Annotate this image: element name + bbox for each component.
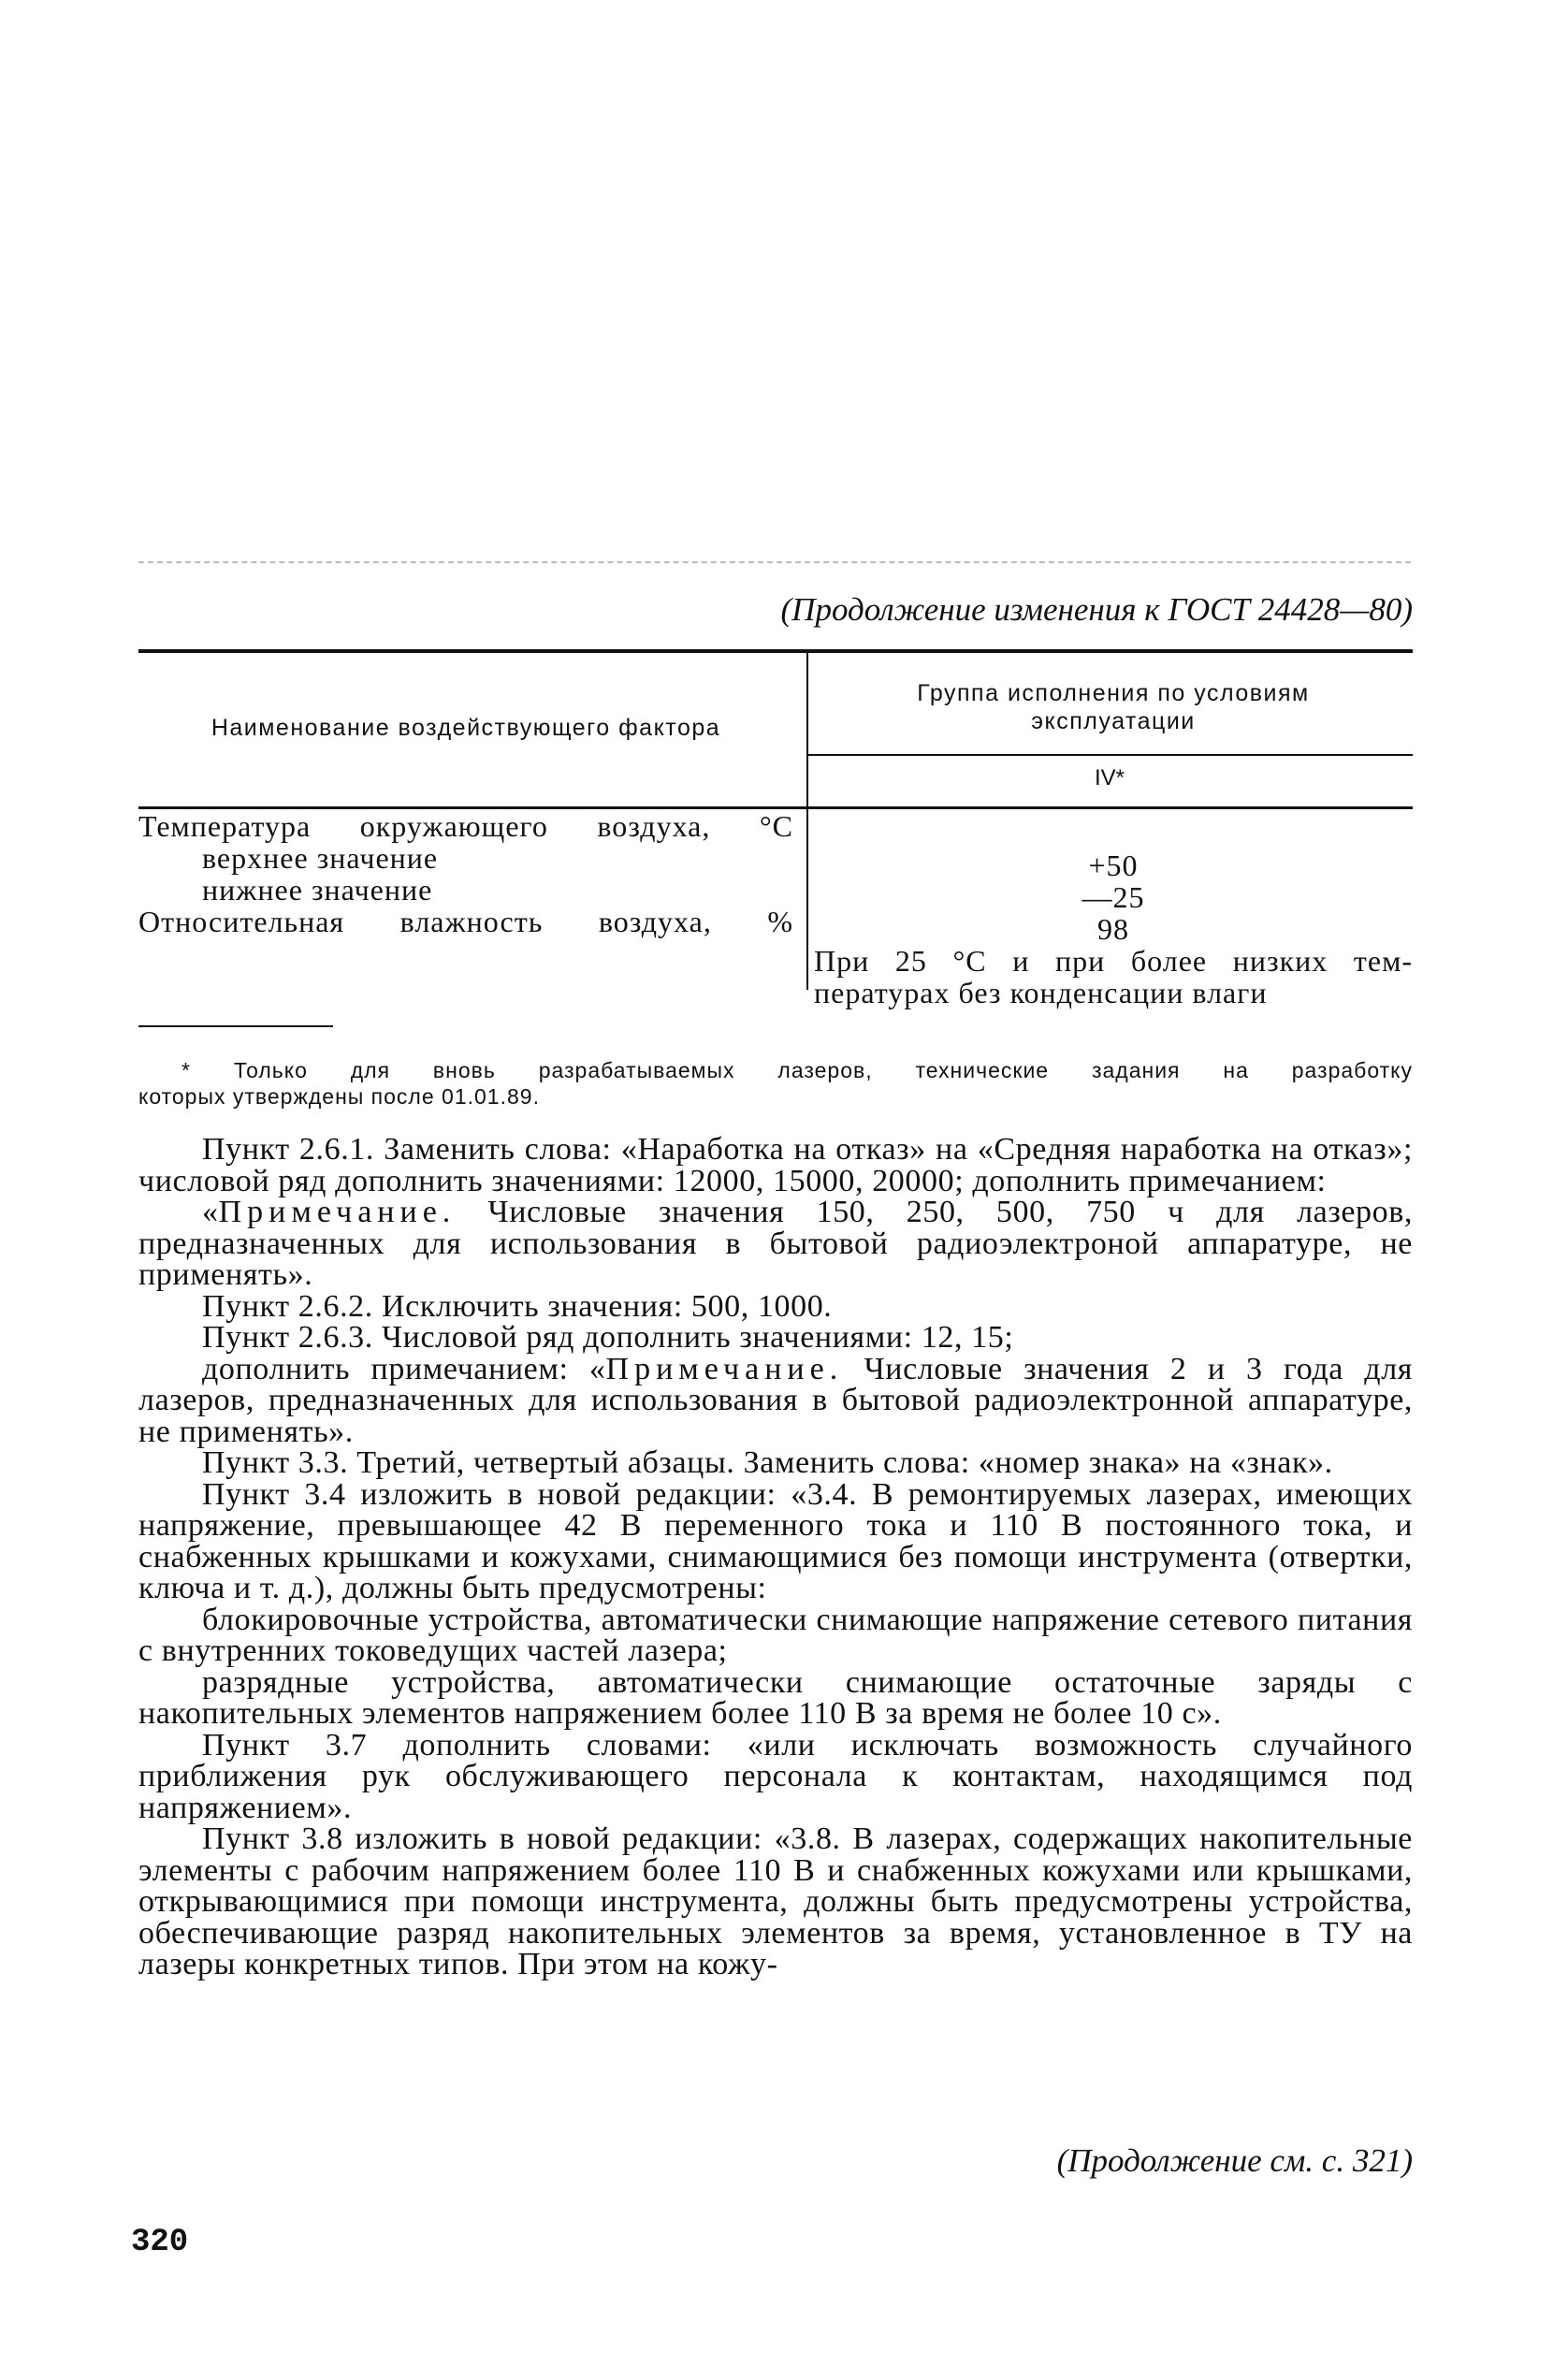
continuation-header: (Продолжение изменения к ГОСТ 24428—80) [780, 591, 1413, 628]
group-header-line2: эксплуатации [1031, 708, 1196, 734]
group-code: IV* [1094, 765, 1125, 791]
amendment-text [138, 1134, 1413, 1981]
note-text: Числовые значения 2 и 3 года для лазеров, предназначенных для использования в бытовой радиоэлектронной аппаратуре, не применять». [138, 1351, 1413, 1449]
temperature-label: Температура окружающего воздуха, °С [138, 809, 793, 843]
factor-column-header: Наименование воздействующего фактора [211, 715, 721, 741]
paragraph-2-6-2: Пункт 2.6.2. Исключить значения: 500, 1000. [202, 1288, 833, 1324]
page-number: 320 [131, 2225, 189, 2260]
continue-note: (Продолжение см. с. 321) [1056, 2142, 1413, 2179]
note-intro: дополнить примечанием: « [202, 1351, 606, 1386]
humidity-label: Относительная влажность воздуха, % [138, 905, 793, 938]
paragraph-note-2-6-1 [138, 1197, 1413, 1291]
humidity-note-line1: При 25 °С и при более низких тем- [814, 944, 1413, 978]
paragraph-3-4-interlock: блокировочные устройства, автоматически снимающие напряжение сетевого питания с внутренних токоведущих частей лазера; [138, 1602, 1413, 1668]
paragraph-2-6-3: Пункт 2.6.3. Числовой ряд дополнить значениями: 12, 15; [202, 1320, 1014, 1355]
factor-values [814, 849, 1413, 1008]
footnote-line2: которых утверждены после 01.01.89. [138, 1084, 540, 1109]
paragraph-3-8: Пункт 3.8 изложить в новой редакции: «3.8. В лазерах, содержащих накопительные элементы с рабочим напряжением более 110 В и снабженных кожухами или крышками, открывающимися при помощи инструмента, должны быть предусмотрены устройства, обеспечивающие разряд накопительных элементов за время, установленное в ТУ на лазеры конкретных типов. При этом на кожу- [138, 1821, 1413, 1981]
note-label: Примечание. [218, 1195, 457, 1229]
footnote [138, 1057, 1413, 1110]
paragraph-2-6-1: Пункт 2.6.1. Заменить слова: «Наработка на отказ» на «Средняя наработка на отказ»; числовой ряд дополнить значениями: 12000, 15000, 20000; дополнить примечанием: [138, 1132, 1413, 1198]
top-separator-rule [138, 561, 1411, 563]
quote-open: « [202, 1195, 219, 1229]
footnote-rule [138, 1025, 333, 1027]
group-column-header [814, 679, 1413, 735]
note-text: Числовые значения 150, 250, 500, 750 ч для лазеров, предназначенных для использования в бытовой радиоэлектроной аппаратуре, не применять». [138, 1195, 1413, 1292]
humidity-value: 98 [1097, 912, 1129, 946]
table-column-divider [806, 653, 808, 990]
lower-value: —25 [1082, 880, 1145, 914]
lower-value-label: нижнее значение [202, 873, 433, 907]
paragraph-3-3: Пункт 3.3. Третий, четвертый абзацы. Заменить слова: «номер знака» на «знак». [202, 1445, 1333, 1480]
humidity-note-line2: пературах без конденсации влаги [814, 976, 1268, 1009]
table-subheader-rule [806, 754, 1413, 756]
factor-names [138, 810, 793, 937]
group-header-line1: Группа исполнения по условиям [917, 680, 1310, 706]
note-label: Примечание. [605, 1351, 844, 1386]
paragraph-3-4-discharge: разрядные устройства, автоматически снимающие остаточные заряды с накопительных элементов напряжением более 110 В за время не более 10 с». [138, 1664, 1413, 1731]
footnote-line1: * Только для вновь разрабатываемых лазеров, технические задания на разработку [181, 1058, 1413, 1082]
paragraph-3-4: Пункт 3.4 изложить в новой редакции: «3.4. В ремонтируемых лазерах, имеющих напряжение, превышающее 42 В переменного тока и 110 В постоянного тока, и снабженных крышками и кожухами, снимающимися без помощи инструмента (отвертки, ключа и т. д.), должны быть предусмотрены: [138, 1476, 1413, 1605]
table-top-rule [138, 649, 1413, 653]
paragraph-note-2-6-3 [138, 1351, 1413, 1449]
upper-value-label: верхнее значение [202, 841, 439, 875]
paragraph-3-7: Пункт 3.7 дополнить словами: «или исключать возможность случайного приближения рук обслуживающего персонала к контактам, находящимся под напряжением». [138, 1727, 1413, 1825]
upper-value: +50 [1088, 849, 1139, 882]
